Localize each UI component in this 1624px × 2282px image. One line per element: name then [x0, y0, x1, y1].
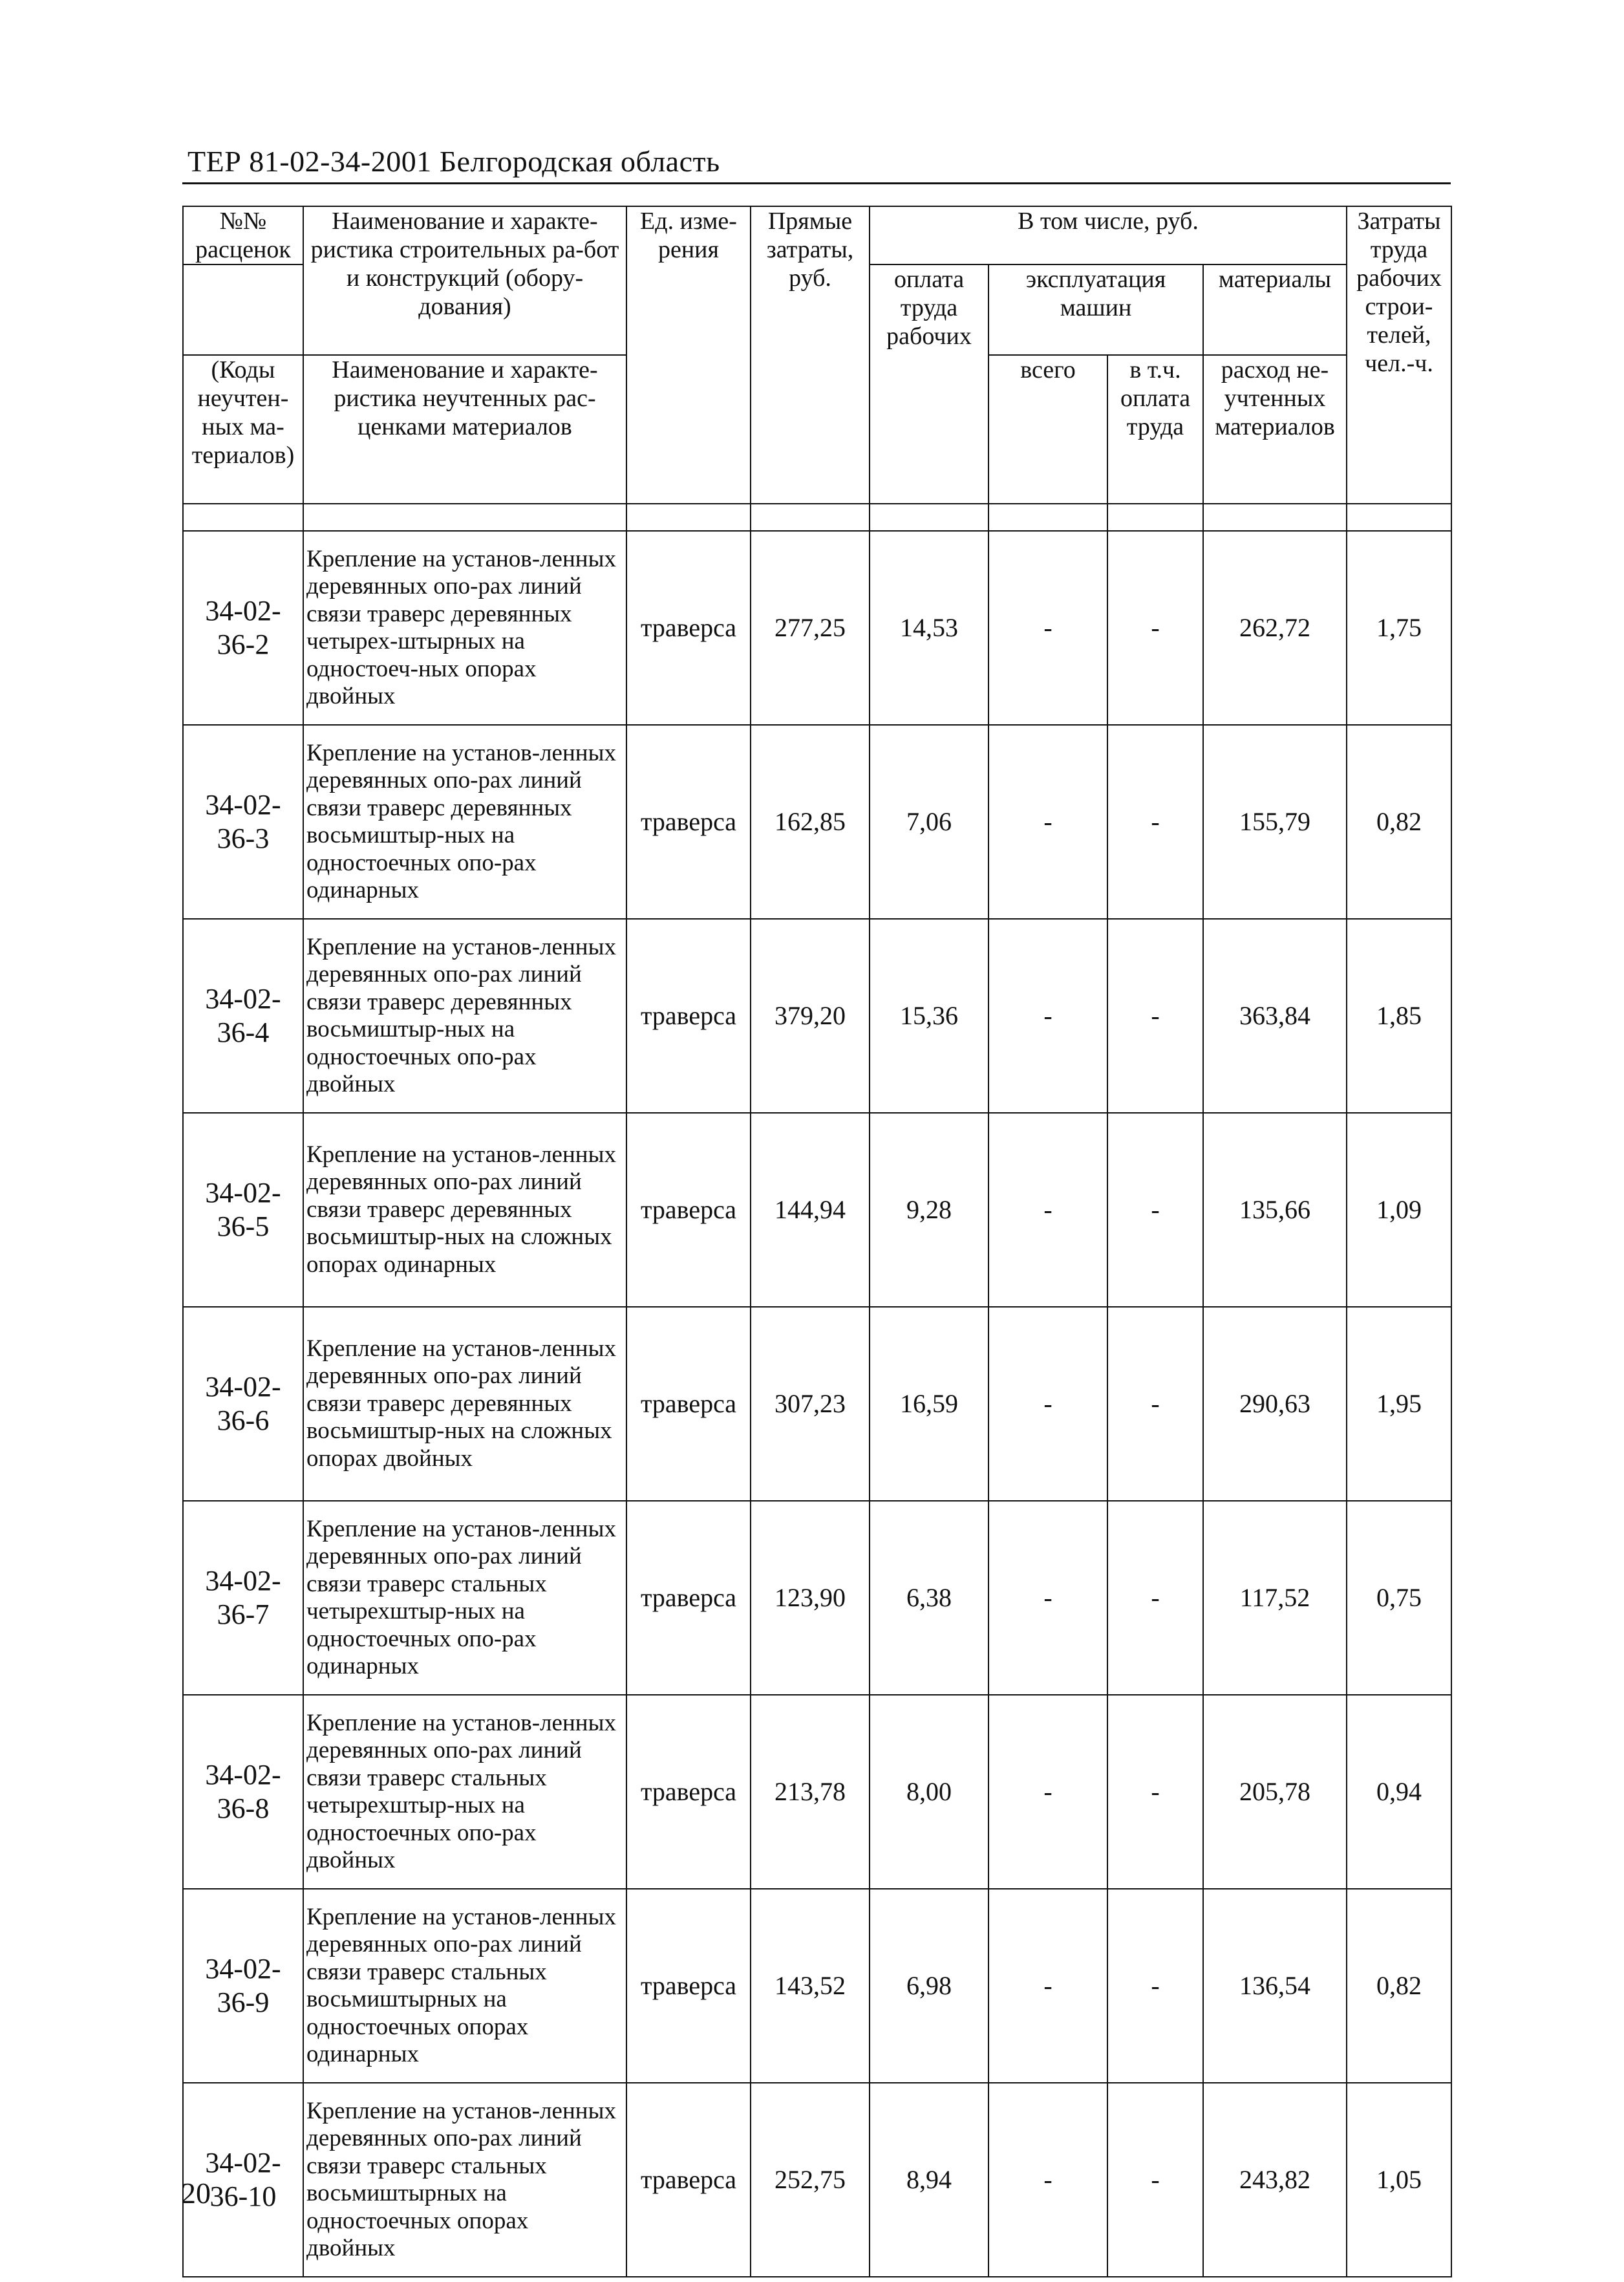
- row-labor-pay: 8,94: [870, 2083, 988, 2277]
- row-description: Крепление на установ-ленных деревянных опо-рах линий связи траверс стальных четырехштыр-ных на одностоечных опо-рах двойных: [303, 1695, 626, 1889]
- row-direct-cost: 143,52: [751, 1889, 870, 2083]
- table-row: [183, 1889, 1451, 2083]
- row-machines-labor: -: [1107, 1695, 1203, 1889]
- page-number: 20: [181, 2177, 211, 2210]
- table-row: [183, 2083, 1451, 2277]
- row-unit: траверса: [626, 1113, 751, 1307]
- row-description: Крепление на установ-ленных деревянных опо-рах линий связи траверс деревянных восьмиштыр-ных на сложных опорах одинарных: [303, 1113, 626, 1307]
- row-machines-labor: -: [1107, 1501, 1203, 1695]
- header-machines-total: всего: [988, 355, 1107, 504]
- row-unit: траверса: [626, 2083, 751, 2277]
- row-machines-total: -: [988, 1113, 1107, 1307]
- row-unit: траверса: [626, 1889, 751, 2083]
- row-labor-pay: 6,38: [870, 1501, 988, 1695]
- row-labor-pay: 8,00: [870, 1695, 988, 1889]
- row-machines-labor: -: [1107, 1113, 1203, 1307]
- header-name-bottom: Наименование и характе-ристика неучтенных рас-ценками материалов: [303, 355, 626, 504]
- gap-cell: [626, 504, 751, 531]
- gap-cell: [1203, 504, 1347, 531]
- table-row: [183, 725, 1451, 919]
- row-labor-hours: 0,82: [1347, 725, 1451, 919]
- rates-table: [182, 206, 1452, 2277]
- row-direct-cost: 213,78: [751, 1695, 870, 1889]
- row-direct-cost: 252,75: [751, 2083, 870, 2277]
- row-description: Крепление на установ-ленных деревянных опо-рах линий связи траверс деревянных четырех-штырных на одностоеч-ных опорах двойных: [303, 531, 626, 725]
- header-machines-incl-labor: в т.ч. оплата труда: [1107, 355, 1203, 504]
- row-machines-labor: -: [1107, 1307, 1203, 1501]
- row-code: 34-02-36-2: [183, 531, 303, 725]
- header-labor-hours: Затраты труда рабочих строи-телей, чел.-ч.: [1347, 206, 1451, 504]
- row-materials: 262,72: [1203, 531, 1347, 725]
- row-description: Крепление на установ-ленных деревянных опо-рах линий связи траверс деревянных восьмиштыр-ных на сложных опорах двойных: [303, 1307, 626, 1501]
- row-machines-labor: -: [1107, 2083, 1203, 2277]
- row-machines-total: -: [988, 919, 1107, 1113]
- row-labor-hours: 0,82: [1347, 1889, 1451, 2083]
- table-row: [183, 1501, 1451, 1695]
- row-materials: 290,63: [1203, 1307, 1347, 1501]
- row-direct-cost: 277,25: [751, 531, 870, 725]
- header-labor-pay: оплата труда рабочих: [870, 264, 988, 504]
- row-materials: 136,54: [1203, 1889, 1347, 2083]
- gap-cell: [751, 504, 870, 531]
- table-row: [183, 919, 1451, 1113]
- row-labor-hours: 1,85: [1347, 919, 1451, 1113]
- row-machines-labor: -: [1107, 1889, 1203, 2083]
- row-unit: траверса: [626, 1501, 751, 1695]
- header-rule: [182, 182, 1451, 184]
- gap-cell: [303, 504, 626, 531]
- header-code-bottom: (Коды неучтен-ных ма-териалов): [183, 355, 303, 504]
- row-code: 34-02-36-9: [183, 1889, 303, 2083]
- header-direct-cost: Прямые затраты, руб.: [751, 206, 870, 504]
- row-unit: траверса: [626, 1307, 751, 1501]
- row-description: Крепление на установ-ленных деревянных опо-рах линий связи траверс стальных восьмиштырных на одностоечных опорах одинарных: [303, 1889, 626, 2083]
- row-code: 34-02-36-8: [183, 1695, 303, 1889]
- row-labor-pay: 7,06: [870, 725, 988, 919]
- row-labor-hours: 0,75: [1347, 1501, 1451, 1695]
- row-code: 34-02-36-3: [183, 725, 303, 919]
- row-direct-cost: 379,20: [751, 919, 870, 1113]
- running-head: ТЕР 81-02-34-2001 Белгородская область: [187, 145, 720, 178]
- header-gap-row: [183, 504, 1451, 531]
- header-name-top: Наименование и характе-ристика строительных ра-бот и конструкций (обору-дования): [303, 206, 626, 355]
- row-materials: 117,52: [1203, 1501, 1347, 1695]
- row-labor-hours: 1,05: [1347, 2083, 1451, 2277]
- row-code: 34-02-36-5: [183, 1113, 303, 1307]
- table-row: [183, 1113, 1451, 1307]
- gap-cell: [988, 504, 1107, 531]
- row-machines-total: -: [988, 531, 1107, 725]
- header-unaccounted-materials: расход не-учтенных материалов: [1203, 355, 1347, 504]
- row-materials: 363,84: [1203, 919, 1347, 1113]
- row-machines-total: -: [988, 1695, 1107, 1889]
- row-direct-cost: 307,23: [751, 1307, 870, 1501]
- row-materials: 135,66: [1203, 1113, 1347, 1307]
- row-description: Крепление на установ-ленных деревянных опо-рах линий связи траверс деревянных восьмиштыр-ных на одностоечных опо-рах двойных: [303, 919, 626, 1113]
- gap-cell: [1347, 504, 1451, 531]
- row-labor-pay: 9,28: [870, 1113, 988, 1307]
- row-labor-pay: 16,59: [870, 1307, 988, 1501]
- gap-cell: [1107, 504, 1203, 531]
- gap-cell: [870, 504, 988, 531]
- row-machines-labor: -: [1107, 531, 1203, 725]
- header-machine-operation: эксплуатация машин: [988, 264, 1203, 355]
- row-description: Крепление на установ-ленных деревянных опо-рах линий связи траверс стальных восьмиштырных на одностоечных опорах двойных: [303, 2083, 626, 2277]
- row-labor-pay: 15,36: [870, 919, 988, 1113]
- header-including: В том числе, руб.: [870, 206, 1347, 264]
- row-direct-cost: 123,90: [751, 1501, 870, 1695]
- row-code: 34-02-36-7: [183, 1501, 303, 1695]
- row-unit: траверса: [626, 531, 751, 725]
- table-row: [183, 531, 1451, 725]
- header-code-spacer: [183, 264, 303, 355]
- row-code: 34-02-36-10: [183, 2083, 303, 2277]
- row-machines-labor: -: [1107, 919, 1203, 1113]
- row-materials: 243,82: [1203, 2083, 1347, 2277]
- row-unit: траверса: [626, 919, 751, 1113]
- row-direct-cost: 162,85: [751, 725, 870, 919]
- row-machines-total: -: [988, 1889, 1107, 2083]
- row-labor-pay: 6,98: [870, 1889, 988, 2083]
- row-unit: траверса: [626, 725, 751, 919]
- row-description: Крепление на установ-ленных деревянных опо-рах линий связи траверс деревянных восьмиштыр-ных на одностоечных опо-рах одинарных: [303, 725, 626, 919]
- table-body: [183, 504, 1451, 2277]
- row-machines-labor: -: [1107, 725, 1203, 919]
- row-code: 34-02-36-6: [183, 1307, 303, 1501]
- row-machines-total: -: [988, 725, 1107, 919]
- row-labor-hours: 1,95: [1347, 1307, 1451, 1501]
- row-description: Крепление на установ-ленных деревянных опо-рах линий связи траверс стальных четырехштыр-ных на одностоечных опо-рах одинарных: [303, 1501, 626, 1695]
- table-row: [183, 1695, 1451, 1889]
- table-row: [183, 1307, 1451, 1501]
- header-code-top: №№ расценок: [183, 206, 303, 264]
- row-labor-hours: 1,75: [1347, 531, 1451, 725]
- row-code: 34-02-36-4: [183, 919, 303, 1113]
- row-materials: 205,78: [1203, 1695, 1347, 1889]
- header-materials: материалы: [1203, 264, 1347, 355]
- row-labor-hours: 1,09: [1347, 1113, 1451, 1307]
- header-unit: Ед. изме-рения: [626, 206, 751, 504]
- row-direct-cost: 144,94: [751, 1113, 870, 1307]
- row-labor-pay: 14,53: [870, 531, 988, 725]
- row-labor-hours: 0,94: [1347, 1695, 1451, 1889]
- row-machines-total: -: [988, 2083, 1107, 2277]
- gap-cell: [183, 504, 303, 531]
- row-materials: 155,79: [1203, 725, 1347, 919]
- row-unit: траверса: [626, 1695, 751, 1889]
- table-header: [183, 206, 1451, 504]
- row-machines-total: -: [988, 1501, 1107, 1695]
- row-machines-total: -: [988, 1307, 1107, 1501]
